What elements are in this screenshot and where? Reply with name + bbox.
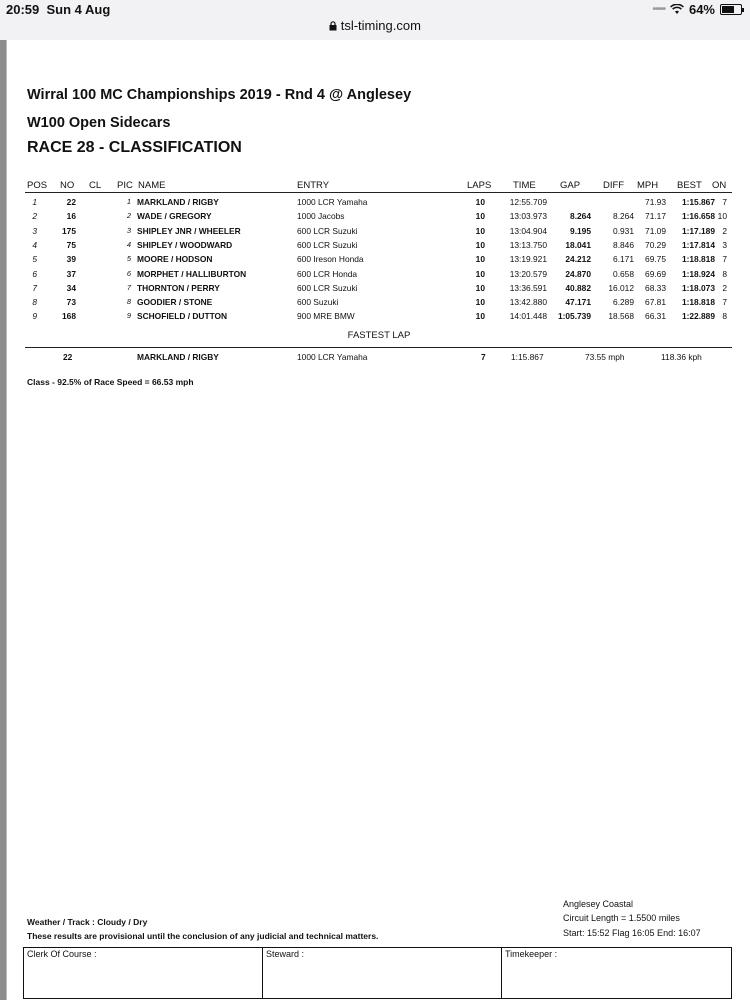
- cell-best: 1:18.818: [681, 254, 715, 265]
- provisional-notice: These results are provisional until the conclusion of any judicial and technical matters.: [27, 931, 379, 941]
- cell-laps: 10: [475, 297, 485, 308]
- cell-pic: 6: [126, 268, 131, 278]
- cell-entry: 900 MRE BMW: [297, 311, 355, 322]
- steward-box: [262, 947, 502, 999]
- fastest-lap-divider: [25, 347, 732, 348]
- cell-no: 37: [66, 268, 76, 279]
- cell-pos: 6: [32, 268, 37, 279]
- cell-gap: 47.171: [565, 297, 591, 308]
- cell-time: 13:42.880: [509, 297, 547, 308]
- cell-pic: 7: [126, 282, 131, 292]
- cell-best: 1:18.818: [681, 297, 715, 308]
- cell-no: 73: [66, 297, 76, 308]
- cell-name: MARKLAND / RIGBY: [137, 197, 219, 207]
- cell-pic: 3: [126, 225, 131, 235]
- clerk-of-course-box: [23, 947, 263, 999]
- cell-pos: 1: [32, 197, 37, 207]
- battery-icon: [720, 4, 742, 15]
- cell-pos: 9: [32, 311, 37, 322]
- cell-on: 8: [722, 268, 727, 279]
- cell-no: 75: [66, 239, 76, 250]
- cell-gap: 1:05.739: [557, 311, 591, 322]
- cell-pos: 2: [32, 211, 37, 222]
- cell-time: 13:13.750: [509, 239, 547, 250]
- cell-on: 8: [722, 311, 727, 322]
- cell-on: 7: [722, 197, 727, 207]
- cell-name: MORPHET / HALLIBURTON: [137, 268, 247, 279]
- header-divider: [25, 192, 732, 193]
- cell-on: 7: [722, 254, 727, 265]
- fastest-lap-lap: 7: [481, 352, 486, 362]
- cell-gap: 24.212: [565, 254, 591, 265]
- cell-pic: 5: [126, 254, 131, 264]
- fastest-lap-mph: 73.55 mph: [585, 352, 625, 362]
- cell-no: 175: [62, 225, 76, 236]
- cell-on: 2: [722, 282, 727, 293]
- col-header-cl: CL: [89, 180, 102, 191]
- cell-on: 2: [722, 225, 727, 236]
- cell-entry: 1000 LCR Yamaha: [297, 197, 368, 207]
- clerk-label: Clerk Of Course :: [27, 949, 97, 959]
- lock-icon: [329, 21, 337, 31]
- status-time: 20:59 Sun 4 Aug: [6, 2, 111, 17]
- cell-pic: 9: [126, 311, 131, 321]
- cell-no: 39: [66, 254, 76, 265]
- cell-time: 13:04.904: [509, 225, 547, 236]
- cell-pic: 8: [126, 297, 131, 307]
- timekeeper-label: Timekeeper :: [505, 949, 558, 959]
- col-header-mph: MPH: [637, 180, 659, 191]
- col-header-pic: PIC: [117, 180, 133, 191]
- cell-no: 34: [66, 282, 76, 293]
- col-header-diff: DIFF: [603, 180, 625, 191]
- col-header-on: ON: [712, 180, 727, 191]
- cell-laps: 10: [475, 239, 485, 250]
- cell-time: 13:20.579: [509, 268, 547, 279]
- col-header-no: NO: [60, 180, 75, 191]
- circuit-name: Anglesey Coastal: [563, 899, 634, 909]
- fastest-lap-title: FASTEST LAP: [347, 330, 411, 341]
- cell-mph: 69.69: [645, 268, 666, 279]
- col-header-laps: LAPS: [467, 180, 492, 191]
- cell-mph: 66.31: [645, 311, 666, 322]
- steward-label: Steward :: [266, 949, 305, 959]
- cell-pos: 4: [32, 239, 37, 250]
- cell-no: 16: [66, 211, 76, 222]
- col-header-entry: ENTRY: [297, 180, 330, 191]
- cell-name: SHIPLEY JNR / WHEELER: [137, 225, 241, 236]
- cell-mph: 71.93: [645, 197, 666, 207]
- cell-on: 3: [722, 239, 727, 250]
- cell-laps: 10: [475, 268, 485, 279]
- col-header-gap: GAP: [560, 180, 581, 191]
- fastest-lap-name: MARKLAND / RIGBY: [137, 352, 219, 362]
- cell-mph: 67.81: [645, 297, 666, 308]
- cell-pos: 7: [32, 282, 37, 293]
- circuit-length: Circuit Length = 1.5500 miles: [563, 913, 680, 923]
- cell-diff: 16.012: [608, 282, 634, 293]
- championship-title: Wirral 100 MC Championships 2019 - Rnd 4 @ Anglesey: [27, 87, 412, 103]
- cell-best: 1:22.889: [681, 311, 715, 322]
- cell-pic: 4: [126, 239, 131, 249]
- cell-mph: 70.29: [645, 239, 666, 250]
- cell-laps: 10: [475, 282, 485, 293]
- col-header-best: BEST: [677, 180, 702, 191]
- cell-entry: 600 LCR Suzuki: [297, 239, 358, 250]
- cell-laps: 10: [475, 311, 485, 322]
- cell-on: 10: [717, 211, 727, 222]
- cell-name: GOODIER / STONE: [137, 297, 213, 308]
- cell-laps: 10: [475, 254, 485, 265]
- cell-time: 13:03.973: [509, 211, 547, 222]
- status-indicators: [652, 2, 742, 17]
- cell-time: 13:36.591: [509, 282, 547, 293]
- results-document: [6, 40, 750, 1000]
- cell-gap: 40.882: [565, 282, 591, 293]
- cell-diff: 0.658: [613, 268, 634, 279]
- fastest-lap-no: 22: [63, 352, 73, 362]
- cell-name: WADE / GREGORY: [137, 211, 212, 222]
- col-header-pos: POS: [27, 180, 48, 191]
- status-bar: [0, 0, 750, 40]
- cell-mph: 68.33: [645, 282, 666, 293]
- cell-best: 1:18.924: [681, 268, 715, 279]
- fastest-lap-entry: 1000 LCR Yamaha: [297, 352, 368, 362]
- cell-diff: 18.568: [608, 311, 634, 322]
- address-bar[interactable]: [0, 18, 750, 33]
- cell-no: 22: [66, 197, 76, 207]
- class-speed-note: Class - 92.5% of Race Speed = 66.53 mph: [27, 377, 194, 387]
- col-header-name: NAME: [138, 180, 166, 191]
- cell-mph: 71.17: [645, 211, 666, 222]
- cell-name: SHIPLEY / WOODWARD: [137, 239, 233, 250]
- wifi-icon: [670, 4, 684, 15]
- cell-pos: 8: [32, 297, 37, 308]
- cell-entry: 600 Suzuki: [297, 297, 339, 308]
- cell-best: 1:15.867: [681, 197, 715, 207]
- cell-laps: 10: [475, 211, 485, 222]
- race-title: RACE 28 - CLASSIFICATION: [27, 139, 242, 156]
- cell-time: 14:01.448: [509, 311, 547, 322]
- weather-track: Weather / Track : Cloudy / Dry: [27, 917, 148, 927]
- cell-time: 13:19.921: [509, 254, 547, 265]
- cell-laps: 10: [475, 197, 485, 207]
- cell-gap: 24.870: [565, 268, 591, 279]
- cell-best: 1:18.073: [681, 282, 715, 293]
- cell-best: 1:16.658: [681, 211, 715, 222]
- cell-gap: 9.195: [570, 225, 591, 236]
- cell-pic: 2: [126, 211, 131, 221]
- cell-on: 7: [722, 297, 727, 308]
- cell-entry: 600 Ireson Honda: [297, 254, 364, 265]
- battery-percent: 64%: [688, 2, 715, 17]
- cell-mph: 69.75: [645, 254, 666, 265]
- cell-best: 1:17.814: [681, 239, 715, 250]
- cell-best: 1:17.189: [681, 225, 715, 236]
- cell-diff: 8.846: [613, 239, 634, 250]
- cell-name: THORNTON / PERRY: [137, 282, 220, 293]
- cell-entry: 600 LCR Suzuki: [297, 225, 358, 236]
- cell-entry: 1000 Jacobs: [297, 211, 345, 222]
- session-times: Start: 15:52 Flag 16:05 End: 16:07: [563, 928, 701, 938]
- cell-name: SCHOFIELD / DUTTON: [137, 311, 228, 322]
- cell-diff: 0.931: [613, 225, 634, 236]
- cell-gap: 18.041: [565, 239, 591, 250]
- cell-pos: 3: [32, 225, 37, 236]
- cell-entry: 600 LCR Suzuki: [297, 282, 358, 293]
- cell-pic: 1: [126, 197, 131, 206]
- cell-laps: 10: [475, 225, 485, 236]
- cell-gap: 8.264: [570, 211, 591, 222]
- url-text: tsl-timing.com: [340, 18, 421, 33]
- class-title: W100 Open Sidecars: [27, 115, 171, 131]
- cell-diff: 8.264: [613, 211, 634, 222]
- cell-name: MOORE / HODSON: [137, 254, 213, 265]
- cell-diff: 6.289: [613, 297, 634, 308]
- signal-dots: •••••: [652, 4, 665, 15]
- cell-time: 12:55.709: [509, 197, 547, 207]
- cell-mph: 71.09: [645, 225, 666, 236]
- fastest-lap-time: 1:15.867: [511, 352, 544, 362]
- cell-pos: 5: [32, 254, 37, 265]
- cell-entry: 600 LCR Honda: [297, 268, 358, 279]
- fastest-lap-kph: 118.36 kph: [661, 352, 702, 362]
- col-header-time: TIME: [513, 180, 536, 191]
- cell-no: 168: [62, 311, 76, 322]
- cell-diff: 6.171: [613, 254, 634, 265]
- timekeeper-box: [501, 947, 732, 999]
